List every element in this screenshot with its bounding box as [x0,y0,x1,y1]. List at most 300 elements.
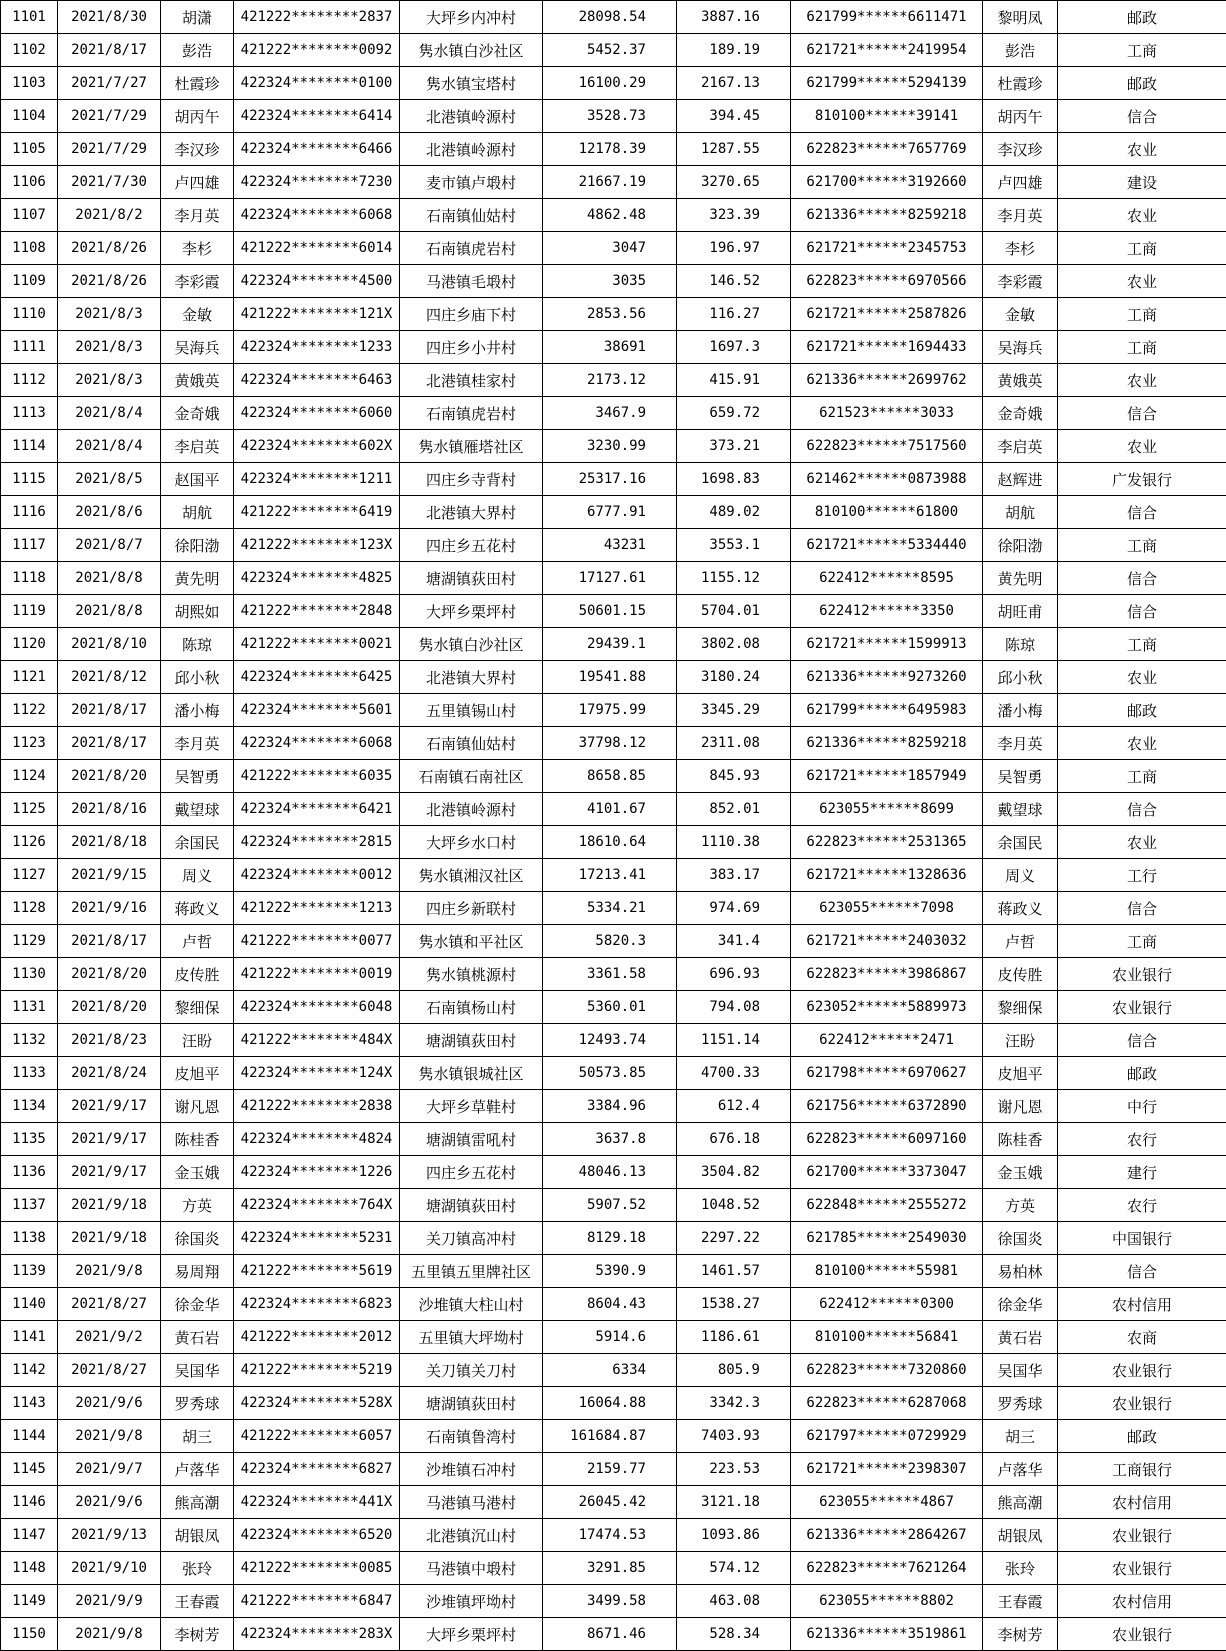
account-holder-cell: 徐金华 [983,1288,1058,1321]
row-number-cell: 1139 [1,1255,58,1288]
id-number-cell: 422324********1211 [234,463,400,496]
subsidy-cell: 463.08 [677,1585,791,1618]
table-row [1,958,1226,991]
account-cell: 622412******8595 [791,562,983,595]
bank-cell: 农村信用 [1058,1486,1226,1519]
table-row [1,133,1226,166]
account-holder-cell: 李月英 [983,727,1058,760]
account-cell: 621721******1694433 [791,331,983,364]
table-row [1,1321,1226,1354]
amount-cell: 17975.99 [543,694,677,727]
account-holder-cell: 黄石岩 [983,1321,1058,1354]
bank-cell: 中国银行 [1058,1222,1226,1255]
amount-cell: 8671.46 [543,1618,677,1651]
date-cell: 2021/8/5 [58,463,161,496]
amount-cell: 3528.73 [543,100,677,133]
date-cell: 2021/9/18 [58,1189,161,1222]
bank-cell: 农业 [1058,661,1226,694]
amount-cell: 3499.58 [543,1585,677,1618]
account-holder-cell: 黎明凤 [983,1,1058,34]
row-number-cell: 1103 [1,67,58,100]
account-holder-cell: 吴智勇 [983,760,1058,793]
table-row [1,1519,1226,1552]
table-row [1,1387,1226,1420]
amount-cell: 5820.3 [543,925,677,958]
bank-cell: 邮政 [1058,67,1226,100]
account-cell: 622823******7517560 [791,430,983,463]
subsidy-cell: 805.9 [677,1354,791,1387]
id-number-cell: 422324********2815 [234,826,400,859]
bank-cell: 农业银行 [1058,1387,1226,1420]
account-cell: 622823******7621264 [791,1552,983,1585]
row-number-cell: 1126 [1,826,58,859]
row-number-cell: 1124 [1,760,58,793]
row-number-cell: 1142 [1,1354,58,1387]
table-row [1,463,1226,496]
bank-cell: 工商 [1058,529,1226,562]
name-cell: 汪盼 [161,1024,234,1057]
bank-cell: 农行 [1058,1189,1226,1222]
table-row [1,331,1226,364]
row-number-cell: 1147 [1,1519,58,1552]
table-row [1,1057,1226,1090]
name-cell: 方英 [161,1189,234,1222]
name-cell: 戴望球 [161,793,234,826]
name-cell: 杜霞珍 [161,67,234,100]
amount-cell: 17474.53 [543,1519,677,1552]
name-cell: 胡银凤 [161,1519,234,1552]
bank-cell: 工行 [1058,859,1226,892]
amount-cell: 16064.88 [543,1387,677,1420]
bank-cell: 信合 [1058,1255,1226,1288]
row-number-cell: 1118 [1,562,58,595]
village-cell: 石南镇石南社区 [400,760,543,793]
account-cell: 621797******0729929 [791,1420,983,1453]
table-row [1,199,1226,232]
village-cell: 大坪乡水口村 [400,826,543,859]
account-cell: 622823******7657769 [791,133,983,166]
id-number-cell: 422324********6466 [234,133,400,166]
date-cell: 2021/8/7 [58,529,161,562]
account-cell: 621700******3373047 [791,1156,983,1189]
subsidy-cell: 7403.93 [677,1420,791,1453]
account-holder-cell: 汪盼 [983,1024,1058,1057]
row-number-cell: 1134 [1,1090,58,1123]
village-cell: 塘湖镇雷吼村 [400,1123,543,1156]
account-cell: 621721******5334440 [791,529,983,562]
date-cell: 2021/8/4 [58,430,161,463]
id-number-cell: 421222********2837 [234,1,400,34]
row-number-cell: 1135 [1,1123,58,1156]
bank-cell: 信合 [1058,1024,1226,1057]
village-cell: 四庄乡庙下村 [400,298,543,331]
village-cell: 北港镇桂家村 [400,364,543,397]
subsidy-cell: 1538.27 [677,1288,791,1321]
row-number-cell: 1131 [1,991,58,1024]
subsidy-cell: 146.52 [677,265,791,298]
name-cell: 卢哲 [161,925,234,958]
date-cell: 2021/8/24 [58,1057,161,1090]
id-number-cell: 422324********283X [234,1618,400,1651]
table-row [1,1156,1226,1189]
bank-cell: 农业银行 [1058,1354,1226,1387]
subsidy-cell: 528.34 [677,1618,791,1651]
village-cell: 塘湖镇荻田村 [400,562,543,595]
amount-cell: 50573.85 [543,1057,677,1090]
account-cell: 621756******6372890 [791,1090,983,1123]
account-holder-cell: 李启英 [983,430,1058,463]
date-cell: 2021/9/15 [58,859,161,892]
village-cell: 石南镇杨山村 [400,991,543,1024]
subsidy-cell: 574.12 [677,1552,791,1585]
account-cell: 621798******6970627 [791,1057,983,1090]
subsidy-cell: 852.01 [677,793,791,826]
account-cell: 621721******1599913 [791,628,983,661]
date-cell: 2021/8/17 [58,727,161,760]
name-cell: 周义 [161,859,234,892]
bank-cell: 信合 [1058,100,1226,133]
name-cell: 皮旭平 [161,1057,234,1090]
table-row [1,628,1226,661]
amount-cell: 12178.39 [543,133,677,166]
account-holder-cell: 胡旺甫 [983,595,1058,628]
amount-cell: 4101.67 [543,793,677,826]
village-cell: 五里镇大坪坳村 [400,1321,543,1354]
village-cell: 大坪乡草鞋村 [400,1090,543,1123]
account-cell: 621336******8259218 [791,199,983,232]
row-number-cell: 1140 [1,1288,58,1321]
account-holder-cell: 皮传胜 [983,958,1058,991]
id-number-cell: 421222********2012 [234,1321,400,1354]
village-cell: 石南镇虎岩村 [400,397,543,430]
row-number-cell: 1138 [1,1222,58,1255]
bank-cell: 中行 [1058,1090,1226,1123]
row-number-cell: 1121 [1,661,58,694]
village-cell: 大坪乡内冲村 [400,1,543,34]
row-number-cell: 1130 [1,958,58,991]
table-row [1,1222,1226,1255]
id-number-cell: 422324********5601 [234,694,400,727]
row-number-cell: 1132 [1,1024,58,1057]
subsidy-cell: 1155.12 [677,562,791,595]
name-cell: 黄娥英 [161,364,234,397]
date-cell: 2021/9/17 [58,1156,161,1189]
date-cell: 2021/8/17 [58,34,161,67]
bank-cell: 农业 [1058,430,1226,463]
name-cell: 吴海兵 [161,331,234,364]
amount-cell: 28098.54 [543,1,677,34]
village-cell: 大坪乡栗坪村 [400,1618,543,1651]
account-cell: 622412******0300 [791,1288,983,1321]
subsidy-cell: 394.45 [677,100,791,133]
subsidy-cell: 3887.16 [677,1,791,34]
row-number-cell: 1101 [1,1,58,34]
subsidy-cell: 415.91 [677,364,791,397]
amount-cell: 25317.16 [543,463,677,496]
name-cell: 李启英 [161,430,234,463]
id-number-cell: 421222********484X [234,1024,400,1057]
account-cell: 622848******2555272 [791,1189,983,1222]
village-cell: 马港镇毛塅村 [400,265,543,298]
subsidy-cell: 489.02 [677,496,791,529]
account-holder-cell: 李杉 [983,232,1058,265]
account-cell: 810100******56841 [791,1321,983,1354]
id-number-cell: 422324********6414 [234,100,400,133]
account-holder-cell: 蒋政义 [983,892,1058,925]
amount-cell: 6777.91 [543,496,677,529]
name-cell: 黎细保 [161,991,234,1024]
account-cell: 621721******2587826 [791,298,983,331]
row-number-cell: 1102 [1,34,58,67]
table-row [1,1354,1226,1387]
account-holder-cell: 潘小梅 [983,694,1058,727]
amount-cell: 161684.87 [543,1420,677,1453]
bank-cell: 信合 [1058,892,1226,925]
id-number-cell: 422324********6060 [234,397,400,430]
account-cell: 622823******6287068 [791,1387,983,1420]
date-cell: 2021/9/13 [58,1519,161,1552]
account-holder-cell: 吴国华 [983,1354,1058,1387]
village-cell: 四庄乡五花村 [400,529,543,562]
name-cell: 金敏 [161,298,234,331]
row-number-cell: 1111 [1,331,58,364]
account-cell: 623052******5889973 [791,991,983,1024]
village-cell: 沙堆镇大柱山村 [400,1288,543,1321]
account-cell: 621721******1857949 [791,760,983,793]
account-cell: 621799******6495983 [791,694,983,727]
bank-cell: 工商 [1058,925,1226,958]
bank-cell: 信合 [1058,397,1226,430]
amount-cell: 3230.99 [543,430,677,463]
village-cell: 四庄乡五花村 [400,1156,543,1189]
id-number-cell: 421222********5619 [234,1255,400,1288]
date-cell: 2021/8/20 [58,760,161,793]
amount-cell: 12493.74 [543,1024,677,1057]
amount-cell: 21667.19 [543,166,677,199]
row-number-cell: 1133 [1,1057,58,1090]
account-cell: 622412******3350 [791,595,983,628]
bank-cell: 农业银行 [1058,1618,1226,1651]
village-cell: 隽水镇桃源村 [400,958,543,991]
table-body [1,1,1226,1651]
date-cell: 2021/8/30 [58,1,161,34]
village-cell: 马港镇马港村 [400,1486,543,1519]
name-cell: 吴国华 [161,1354,234,1387]
date-cell: 2021/8/17 [58,925,161,958]
amount-cell: 16100.29 [543,67,677,100]
row-number-cell: 1108 [1,232,58,265]
name-cell: 徐阳渤 [161,529,234,562]
subsidy-cell: 3553.1 [677,529,791,562]
id-number-cell: 422324********0100 [234,67,400,100]
date-cell: 2021/8/3 [58,331,161,364]
row-number-cell: 1144 [1,1420,58,1453]
bank-cell: 农村信用 [1058,1585,1226,1618]
village-cell: 四庄乡小井村 [400,331,543,364]
account-holder-cell: 彭浩 [983,34,1058,67]
id-number-cell: 421222********0085 [234,1552,400,1585]
account-holder-cell: 赵辉进 [983,463,1058,496]
id-number-cell: 422324********7230 [234,166,400,199]
village-cell: 北港镇大界村 [400,661,543,694]
amount-cell: 18610.64 [543,826,677,859]
id-number-cell: 421222********0021 [234,628,400,661]
account-holder-cell: 李汉珍 [983,133,1058,166]
name-cell: 罗秀球 [161,1387,234,1420]
account-cell: 622823******6097160 [791,1123,983,1156]
village-cell: 隽水镇湘汉社区 [400,859,543,892]
account-cell: 621799******6611471 [791,1,983,34]
date-cell: 2021/9/8 [58,1618,161,1651]
amount-cell: 5390.9 [543,1255,677,1288]
subsidy-cell: 696.93 [677,958,791,991]
amount-cell: 50601.15 [543,595,677,628]
account-cell: 622823******3986867 [791,958,983,991]
date-cell: 2021/8/3 [58,298,161,331]
subsidy-cell: 1461.57 [677,1255,791,1288]
row-number-cell: 1150 [1,1618,58,1651]
village-cell: 北港镇沉山村 [400,1519,543,1552]
date-cell: 2021/9/6 [58,1387,161,1420]
bank-cell: 建行 [1058,1156,1226,1189]
bank-cell: 农业 [1058,199,1226,232]
date-cell: 2021/8/10 [58,628,161,661]
bank-cell: 工商银行 [1058,1453,1226,1486]
account-cell: 810100******61800 [791,496,983,529]
row-number-cell: 1148 [1,1552,58,1585]
account-cell: 622823******6970566 [791,265,983,298]
subsidy-cell: 659.72 [677,397,791,430]
subsidy-cell: 612.4 [677,1090,791,1123]
subsidy-cell: 974.69 [677,892,791,925]
bank-cell: 信合 [1058,595,1226,628]
village-cell: 石南镇鲁湾村 [400,1420,543,1453]
account-cell: 621721******2398307 [791,1453,983,1486]
table-row [1,826,1226,859]
account-holder-cell: 罗秀球 [983,1387,1058,1420]
subsidy-cell: 189.19 [677,34,791,67]
amount-cell: 2173.12 [543,364,677,397]
amount-cell: 5914.6 [543,1321,677,1354]
date-cell: 2021/9/8 [58,1255,161,1288]
table-row [1,991,1226,1024]
account-holder-cell: 邱小秋 [983,661,1058,694]
date-cell: 2021/8/3 [58,364,161,397]
row-number-cell: 1122 [1,694,58,727]
amount-cell: 29439.1 [543,628,677,661]
subsidy-cell: 383.17 [677,859,791,892]
account-holder-cell: 卢哲 [983,925,1058,958]
name-cell: 邱小秋 [161,661,234,694]
subsidy-cell: 676.18 [677,1123,791,1156]
name-cell: 徐金华 [161,1288,234,1321]
amount-cell: 6334 [543,1354,677,1387]
table-row [1,1288,1226,1321]
table-row [1,1024,1226,1057]
bank-cell: 信合 [1058,562,1226,595]
id-number-cell: 422324********4500 [234,265,400,298]
id-number-cell: 422324********0012 [234,859,400,892]
account-holder-cell: 张玲 [983,1552,1058,1585]
village-cell: 隽水镇白沙社区 [400,34,543,67]
table-row [1,265,1226,298]
subsidy-cell: 5704.01 [677,595,791,628]
row-number-cell: 1115 [1,463,58,496]
table-row [1,595,1226,628]
table-row [1,364,1226,397]
village-cell: 隽水镇白沙社区 [400,628,543,661]
account-cell: 621721******2419954 [791,34,983,67]
account-cell: 621721******2403032 [791,925,983,958]
date-cell: 2021/8/27 [58,1288,161,1321]
village-cell: 石南镇仙姑村 [400,727,543,760]
date-cell: 2021/8/27 [58,1354,161,1387]
row-number-cell: 1119 [1,595,58,628]
table-row [1,562,1226,595]
amount-cell: 5360.01 [543,991,677,1024]
village-cell: 北港镇岭源村 [400,133,543,166]
table-row [1,1123,1226,1156]
row-number-cell: 1110 [1,298,58,331]
bank-cell: 农业银行 [1058,958,1226,991]
table-row [1,1420,1226,1453]
subsidy-cell: 196.97 [677,232,791,265]
name-cell: 余国民 [161,826,234,859]
row-number-cell: 1120 [1,628,58,661]
account-cell: 621336******3519861 [791,1618,983,1651]
table-row [1,298,1226,331]
row-number-cell: 1143 [1,1387,58,1420]
account-holder-cell: 李月英 [983,199,1058,232]
account-holder-cell: 陈琼 [983,628,1058,661]
date-cell: 2021/9/9 [58,1585,161,1618]
account-holder-cell: 熊高潮 [983,1486,1058,1519]
bank-cell: 农业 [1058,727,1226,760]
subsidy-cell: 1697.3 [677,331,791,364]
account-holder-cell: 胡银凤 [983,1519,1058,1552]
subsidy-cell: 1110.38 [677,826,791,859]
name-cell: 赵国平 [161,463,234,496]
row-number-cell: 1112 [1,364,58,397]
row-number-cell: 1109 [1,265,58,298]
village-cell: 塘湖镇荻田村 [400,1189,543,1222]
id-number-cell: 421222********0019 [234,958,400,991]
table-row [1,496,1226,529]
table-row [1,1618,1226,1651]
village-cell: 塘湖镇荻田村 [400,1387,543,1420]
account-holder-cell: 李彩霞 [983,265,1058,298]
table-row [1,1552,1226,1585]
id-number-cell: 421222********2848 [234,595,400,628]
id-number-cell: 422324********6068 [234,727,400,760]
subsidy-cell: 3342.3 [677,1387,791,1420]
village-cell: 关刀镇高冲村 [400,1222,543,1255]
id-number-cell: 422324********1233 [234,331,400,364]
account-holder-cell: 皮旭平 [983,1057,1058,1090]
date-cell: 2021/9/7 [58,1453,161,1486]
amount-cell: 17213.41 [543,859,677,892]
bank-cell: 农业 [1058,265,1226,298]
date-cell: 2021/8/20 [58,958,161,991]
name-cell: 彭浩 [161,34,234,67]
table-row [1,1486,1226,1519]
amount-cell: 2159.77 [543,1453,677,1486]
account-holder-cell: 卢落华 [983,1453,1058,1486]
amount-cell: 38691 [543,331,677,364]
village-cell: 沙堆镇坪坳村 [400,1585,543,1618]
name-cell: 胡航 [161,496,234,529]
row-number-cell: 1106 [1,166,58,199]
